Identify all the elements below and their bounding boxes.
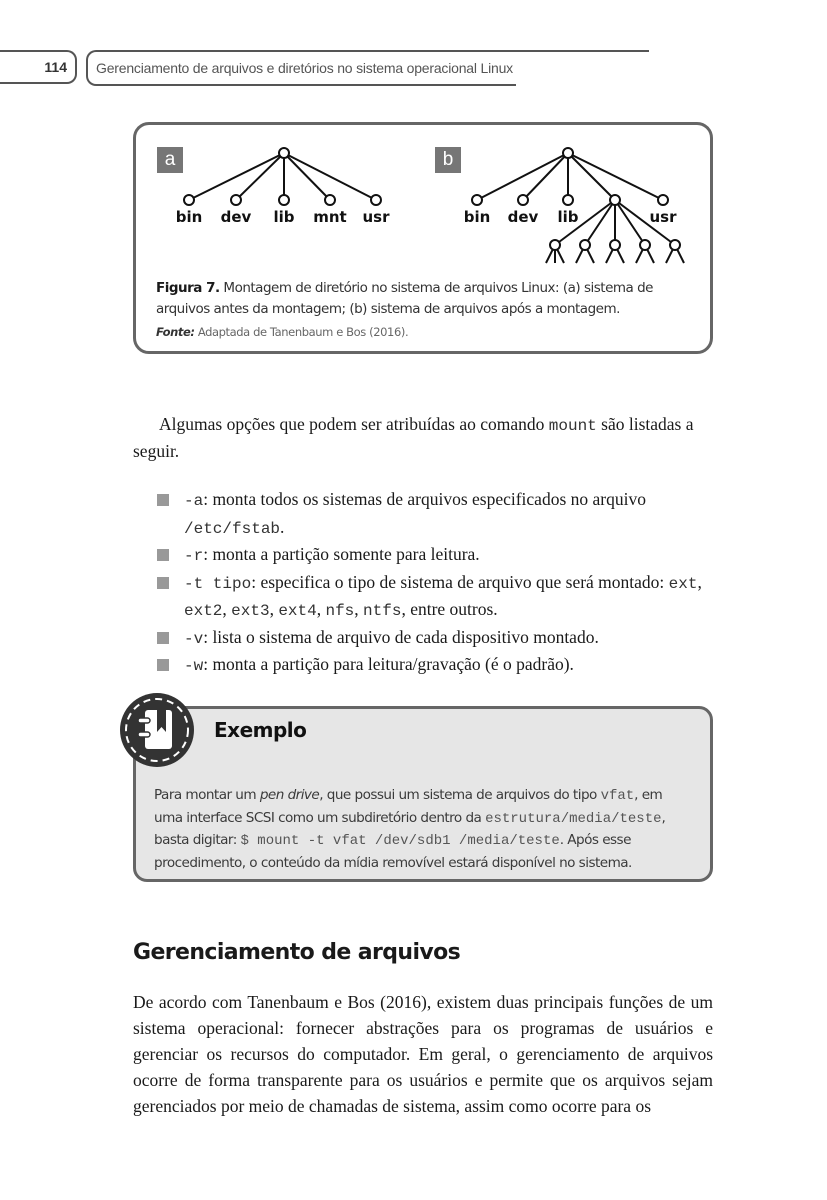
page-number-box — [0, 50, 77, 84]
tree-edge — [615, 200, 645, 245]
tree-edge — [568, 153, 615, 200]
tree-label: bin — [175, 208, 203, 226]
tree-node — [184, 195, 194, 205]
source-text: Adaptada de Tanenbaum e Bos (2016). — [197, 325, 409, 339]
tree-node — [610, 195, 620, 205]
tree-label: lib — [557, 208, 579, 226]
figure-caption-text: Montagem de diretório no sistema de arquivos Linux: (a) sistema de arquivos antes da montagem; (b) sistema de arquivos após a montagem. — [156, 280, 653, 317]
tree-node — [563, 195, 573, 205]
bullet-square — [157, 549, 169, 561]
figure-box — [133, 122, 713, 354]
fs-type: ext2 — [184, 602, 223, 620]
options-list — [157, 487, 717, 680]
option-flag: -w — [184, 657, 204, 675]
option-flag: -a — [184, 492, 204, 510]
tree-node — [279, 148, 289, 158]
fs-type: nfs — [325, 602, 355, 620]
bullet-square — [157, 577, 169, 589]
tree-node — [518, 195, 528, 205]
tree-edge — [477, 153, 568, 200]
option-a: -a: monta todos os sistemas de arquivos especificados no arquivo /etc/fstab. — [157, 487, 717, 542]
tree-edge — [189, 153, 284, 200]
option-flag: -v — [184, 629, 204, 648]
header-rule — [96, 50, 649, 52]
tree-node — [550, 240, 560, 250]
intro-paragraph — [133, 412, 718, 464]
tree-label: bin — [463, 208, 491, 226]
intro-text-end: são listadas a seguir. — [133, 414, 694, 461]
option-r: -r: monta a partição somente para leitura. — [157, 542, 717, 570]
fs-type: ext — [668, 574, 698, 593]
directory-tree-diagram — [136, 125, 710, 275]
tree-edge — [284, 153, 376, 200]
mount-command: mount — [548, 417, 597, 435]
tree-node — [658, 195, 668, 205]
bullet-square — [157, 659, 169, 671]
section-heading: Gerenciamento de arquivos — [133, 940, 461, 965]
bullet-square — [157, 632, 169, 644]
tree-node — [580, 240, 590, 250]
example-text: Para montar um pen drive, que possui um sistema de arquivos do tipo vfat, em uma interface SCSI como um subdiretório dentro da estrutura/media/teste, basta digitar: $ mount -t vfat /dev/sdb1 /media/teste. Após esse procedimento, o conteúdo da mídia removível estará disponível no sistema. — [154, 787, 666, 871]
tree-node — [670, 240, 680, 250]
example-title: Exemplo — [214, 718, 307, 742]
tree-edge — [523, 153, 568, 200]
tree-node — [325, 195, 335, 205]
fstab-path: /etc/fstab — [184, 519, 281, 538]
tree-edge — [585, 200, 615, 245]
tree-label: dev — [507, 208, 539, 226]
tree-node — [371, 195, 381, 205]
tree-label: mnt — [313, 208, 347, 226]
tree-node — [610, 240, 620, 250]
fs-type-list: ext, ext2, ext3, ext4, nfs, ntfs — [184, 571, 702, 620]
tree-node — [231, 195, 241, 205]
option-flag: -t tipo — [184, 574, 252, 593]
intro-text: Algumas opções que podem ser atribuídas ao comando — [159, 414, 549, 434]
option-flag: -r — [184, 547, 204, 565]
tree-node — [472, 195, 482, 205]
section-paragraph: De acordo com Tanenbaum e Bos (2016), existem duas principais funções de um sistema operacional: fornecer abstrações para os programas de usuários e gerenciar os recursos do computador. Em geral, o gerenciamento de arquivos ocorre de forma transparente para os usuários e permite que os arquivos sejam gerenciados por meio de chamadas de sistema, assim como ocorre para os — [133, 992, 713, 1116]
fs-type: ext3 — [231, 602, 270, 620]
bookmark-notebook-icon — [119, 692, 195, 768]
tree-node — [279, 195, 289, 205]
mount-command-code: $ mount -t vfat /dev/sdb1 /media/teste — [240, 833, 560, 849]
tree-label: usr — [649, 208, 677, 226]
figure-caption — [156, 278, 696, 320]
tree-label: usr — [362, 208, 390, 226]
option-v: -v: lista o sistema de arquivo de cada dispositivo montado. — [157, 625, 717, 653]
fs-type: ntfs — [363, 602, 402, 620]
figure-source — [156, 325, 408, 339]
option-w: -w: monta a partição para leitura/gravação (é o padrão). — [157, 652, 717, 680]
source-label: Fonte: — [156, 325, 195, 339]
tree-node — [563, 148, 573, 158]
vfat-code: vfat — [600, 788, 635, 804]
panel-a-tag: a — [157, 147, 183, 173]
pen-drive-term: pen drive — [259, 787, 320, 803]
page-number: 114 — [44, 59, 67, 75]
figure-label: Figura 7. — [156, 280, 220, 296]
tree-edge — [568, 153, 663, 200]
option-t: -t tipo: especifica o tipo de sistema de arquivo que será montado: ext, ext2, ext3, ext4, nfs, ntfs, entre outros. — [157, 570, 717, 625]
tree-label: dev — [220, 208, 252, 226]
tree-edge — [236, 153, 284, 200]
panel-b-tag: b — [435, 147, 461, 173]
tree-node — [640, 240, 650, 250]
tree-edge — [284, 153, 330, 200]
tree-label: lib — [273, 208, 295, 226]
path-code: estrutura/media/teste — [485, 810, 662, 827]
fs-type: ext4 — [278, 602, 317, 620]
bullet-square — [157, 494, 169, 506]
running-title: Gerenciamento de arquivos e diretórios no sistema operacional Linux — [96, 60, 513, 76]
